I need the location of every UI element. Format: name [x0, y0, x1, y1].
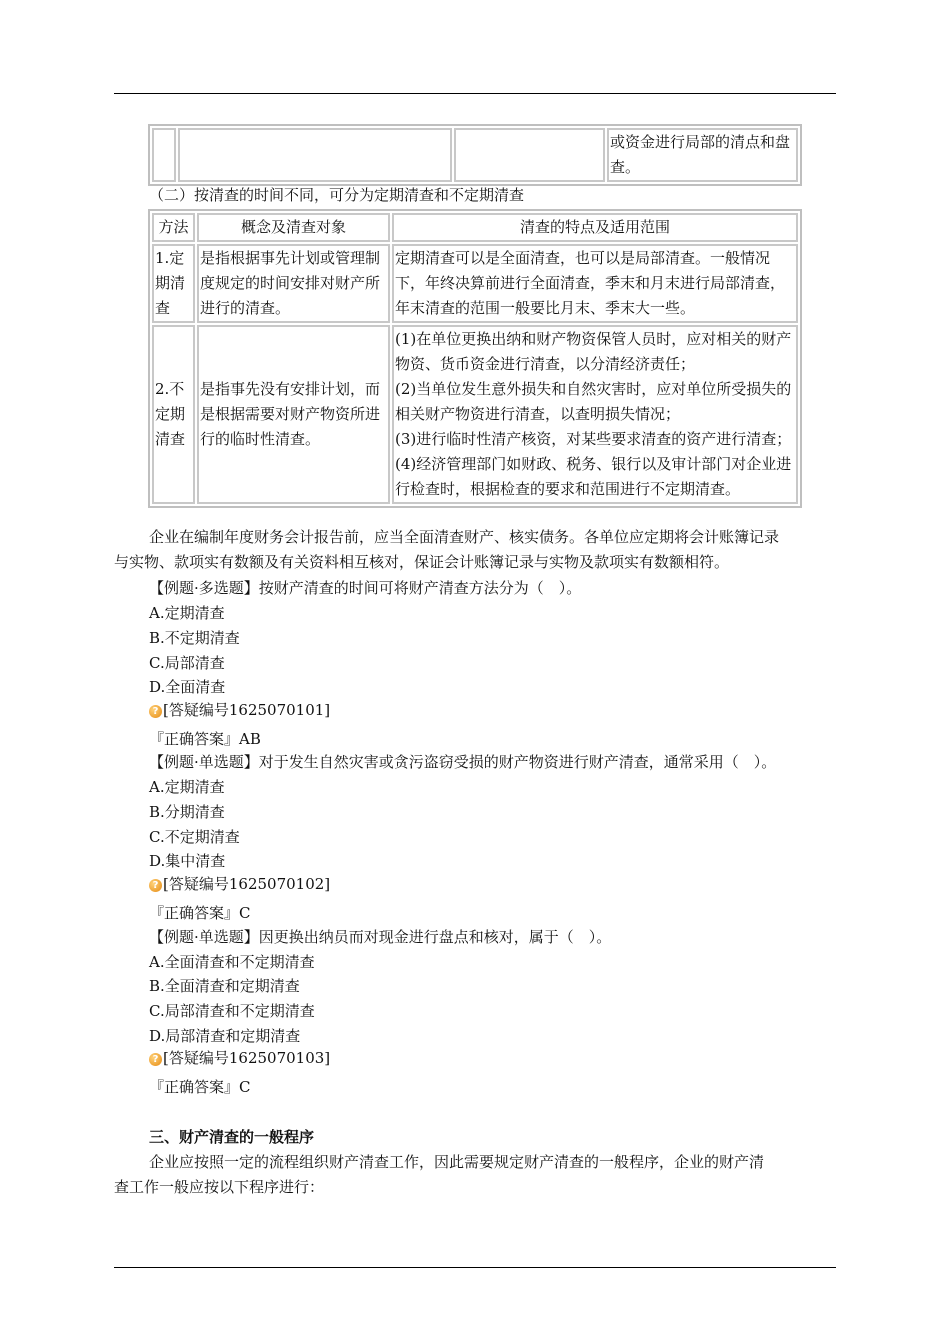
paragraph-line: 企业在编制年度财务会计报告前，应当全面清查财产、核实债务。各单位应定期将会计账簿记录	[149, 528, 780, 546]
option: A.全面清查和不定期清查	[149, 953, 315, 971]
option: D.全面清查	[149, 678, 226, 696]
answer: 『正确答案』C	[149, 904, 251, 922]
table-cell	[152, 128, 176, 182]
qa-id: [答疑编号1625070102]	[163, 875, 331, 893]
paragraph-line: 查工作一般应按以下程序进行：	[114, 1178, 325, 1196]
question-stem: 【例题·单选题】因更换出纳员而对现金进行盘点和核对，属于（ ）。	[149, 928, 612, 946]
option: C.局部清查	[149, 654, 225, 672]
row-method: 2.不定期清查	[152, 325, 195, 504]
option: B.分期清查	[149, 803, 225, 821]
clearance-table	[148, 209, 802, 508]
continued-table	[148, 124, 802, 186]
answer: 『正确答案』C	[149, 1078, 251, 1096]
table-row	[152, 244, 798, 323]
option: B.全面清查和定期清查	[149, 977, 300, 995]
option: B.不定期清查	[149, 629, 240, 647]
feature-item: (1)在单位更换出纳和财产物资保管人员时，应对相关的财产物资、货币资金进行清查，以分清经济责任；	[395, 330, 792, 373]
header-features: 清查的特点及适用范围	[392, 213, 798, 242]
row-concept: 是指事先没有安排计划，而是根据需要对财产物资所进行的临时性清查。	[197, 325, 390, 504]
header-method: 方法	[152, 213, 195, 242]
feature-item: (2)当单位发生意外损失和自然灾害时，应对单位所受损失的相关财产物资进行清查，以查明损失情况；	[395, 380, 792, 423]
feature-item: (3)进行临时性清产核资，对某些要求清查的资产进行清查；	[395, 430, 792, 448]
table-header-row	[152, 213, 798, 242]
table-cell-text: 或资金进行局部的清点和盘查。	[607, 128, 798, 182]
qa-ref[interactable]	[149, 1046, 330, 1071]
row-concept: 是指根据事先计划或管理制度规定的时间安排对财产所进行的清查。	[197, 244, 390, 323]
qa-ref[interactable]	[149, 698, 330, 723]
option: C.局部清查和不定期清查	[149, 1002, 315, 1020]
question-icon[interactable]: ?	[149, 1053, 162, 1066]
option: A.定期清查	[149, 604, 225, 622]
option: A.定期清查	[149, 778, 225, 796]
section-caption: （二）按清查的时间不同，可分为定期清查和不定期清查	[149, 186, 525, 204]
footer-rule	[114, 1267, 836, 1268]
paragraph-line: 企业应按照一定的流程组织财产清查工作，因此需要规定财产清查的一般程序，企业的财产清	[149, 1153, 765, 1171]
qa-id: [答疑编号1625070101]	[163, 701, 331, 719]
question-stem: 【例题·单选题】对于发生自然灾害或贪污盗窃受损的财产物资进行财产清查，通常采用（ ）。	[149, 753, 777, 771]
feature-item: (4)经济管理部门如财政、税务、银行以及审计部门对企业进行检查时，根据检查的要求和范围进行不定期清查。	[395, 455, 792, 498]
question-icon[interactable]: ?	[149, 705, 162, 718]
question-icon[interactable]: ?	[149, 879, 162, 892]
table-cell	[178, 128, 452, 182]
row-features: 定期清查可以是全面清查，也可以是局部清查。一般情况下，年终决算前进行全面清查，季末和月末进行局部清查，年末清查的范围一般要比月末、季末大一些。	[392, 244, 798, 323]
qa-id: [答疑编号1625070103]	[163, 1049, 331, 1067]
option: D.局部清查和定期清查	[149, 1027, 301, 1045]
qa-ref[interactable]	[149, 872, 330, 897]
table-cell	[454, 128, 605, 182]
header-rule	[114, 93, 836, 94]
paragraph-line: 与实物、款项实有数额及有关资料相互核对，保证会计账簿记录与实物及款项实有数额相符。	[114, 553, 730, 571]
question-stem: 【例题·多选题】按财产清查的时间可将财产清查方法分为（ ）。	[149, 579, 582, 597]
header-concept: 概念及清查对象	[197, 213, 390, 242]
option: C.不定期清查	[149, 828, 240, 846]
answer: 『正确答案』AB	[149, 730, 261, 748]
row-features	[392, 325, 798, 504]
section-heading: 三、财产清查的一般程序	[149, 1128, 315, 1146]
row-method: 1.定期清查	[152, 244, 195, 323]
table-row	[152, 325, 798, 504]
option: D.集中清查	[149, 852, 226, 870]
